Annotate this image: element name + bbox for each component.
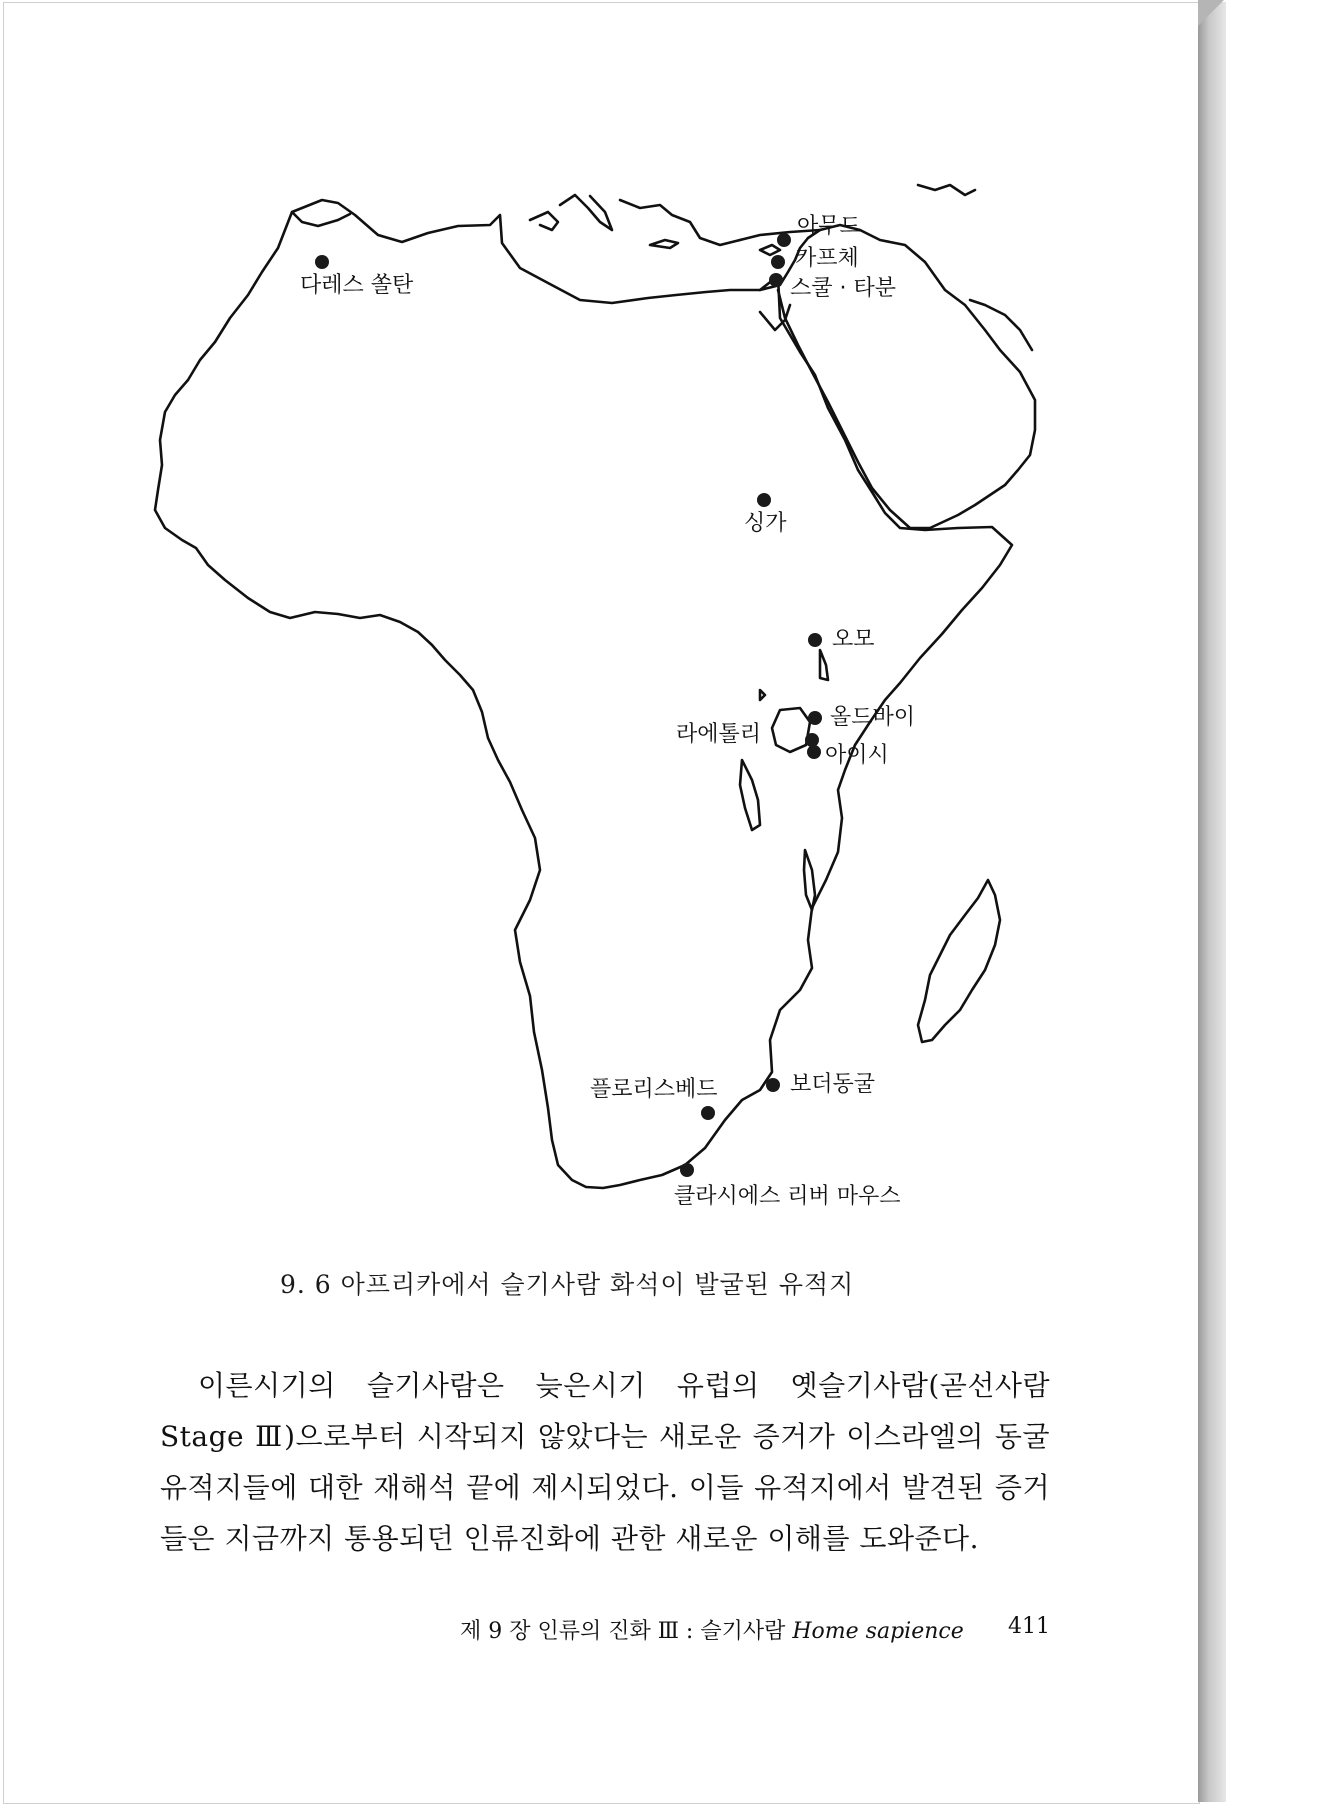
site-label-klasies: 클라시에스 리버 마우스 xyxy=(674,1184,901,1209)
site-label-qafzeh: 카프체 xyxy=(795,246,859,271)
site-label-omo: 오모 xyxy=(832,627,875,652)
site-marker-florisbad xyxy=(701,1106,715,1120)
site-marker-singa xyxy=(757,493,771,507)
site-label-aisi: 아이시 xyxy=(825,743,889,768)
site-marker-skhul xyxy=(769,273,783,287)
running-footer xyxy=(460,1614,1050,1645)
site-marker-border-cave xyxy=(766,1078,780,1092)
site-marker-qafzeh xyxy=(771,255,785,269)
lake-victoria xyxy=(772,708,810,752)
site-marker-klasies xyxy=(680,1163,694,1177)
lake-albert xyxy=(760,690,765,700)
figure-caption: 9. 6 아프리카에서 슬기사람 화석이 발굴된 유적지 xyxy=(280,1270,855,1299)
site-label-laetoli: 라에톨리 xyxy=(676,722,762,747)
lake-tanganyika xyxy=(740,760,760,830)
site-marker-dar-es-soltan xyxy=(315,255,329,269)
site-label-border-cave: 보더동굴 xyxy=(790,1072,876,1097)
site-label-skhul: 스쿨 · 타분 xyxy=(790,276,896,301)
body-paragraph: 이른시기의 슬기사람은 늦은시기 유럽의 옛슬기사람(곧선사람 Stage Ⅲ)으로부터 시작되지 않았다는 새로운 증거가 이스라엘의 동굴 유적지들에 대한 재해석 끝에 제시되었다. 이들 유적지에서 발견된 증거들은 지금까지 통용되던 인류진화에 관한 새로운 이해를 도와준다. xyxy=(160,1369,1050,1555)
lake-turkana xyxy=(820,650,828,680)
italy-coast xyxy=(560,195,612,230)
site-marker-omo xyxy=(808,633,822,647)
madagascar xyxy=(918,880,1000,1042)
site-label-dar-es-soltan: 다레스 쏠탄 xyxy=(300,273,414,298)
persian-gulf xyxy=(970,300,1032,350)
site-marker-olduvai xyxy=(808,711,822,725)
iberia-coast xyxy=(292,212,350,226)
site-marker-amud xyxy=(777,233,791,247)
africa-coastline xyxy=(155,200,1012,1188)
black-sea xyxy=(918,185,975,195)
site-marker-aisi xyxy=(807,745,821,759)
site-label-florisbad: 플로리스베드 xyxy=(590,1077,718,1102)
chapter-latin: Home sapience xyxy=(792,1619,964,1644)
site-label-olduvai: 올드바이 xyxy=(830,705,916,730)
site-marker-laetoli xyxy=(805,733,819,747)
greece-coast xyxy=(620,200,740,245)
north-coast-1 xyxy=(530,212,558,230)
crete xyxy=(650,240,678,248)
chapter-title: 제 9 장 인류의 진화 Ⅲ : 슬기사람 xyxy=(460,1619,786,1644)
site-label-amud: 아무드 xyxy=(797,214,861,239)
page-number: 411 xyxy=(1008,1614,1050,1639)
site-label-singa: 싱가 xyxy=(744,511,787,536)
cyprus xyxy=(760,245,780,255)
lake-malawi xyxy=(804,850,815,910)
